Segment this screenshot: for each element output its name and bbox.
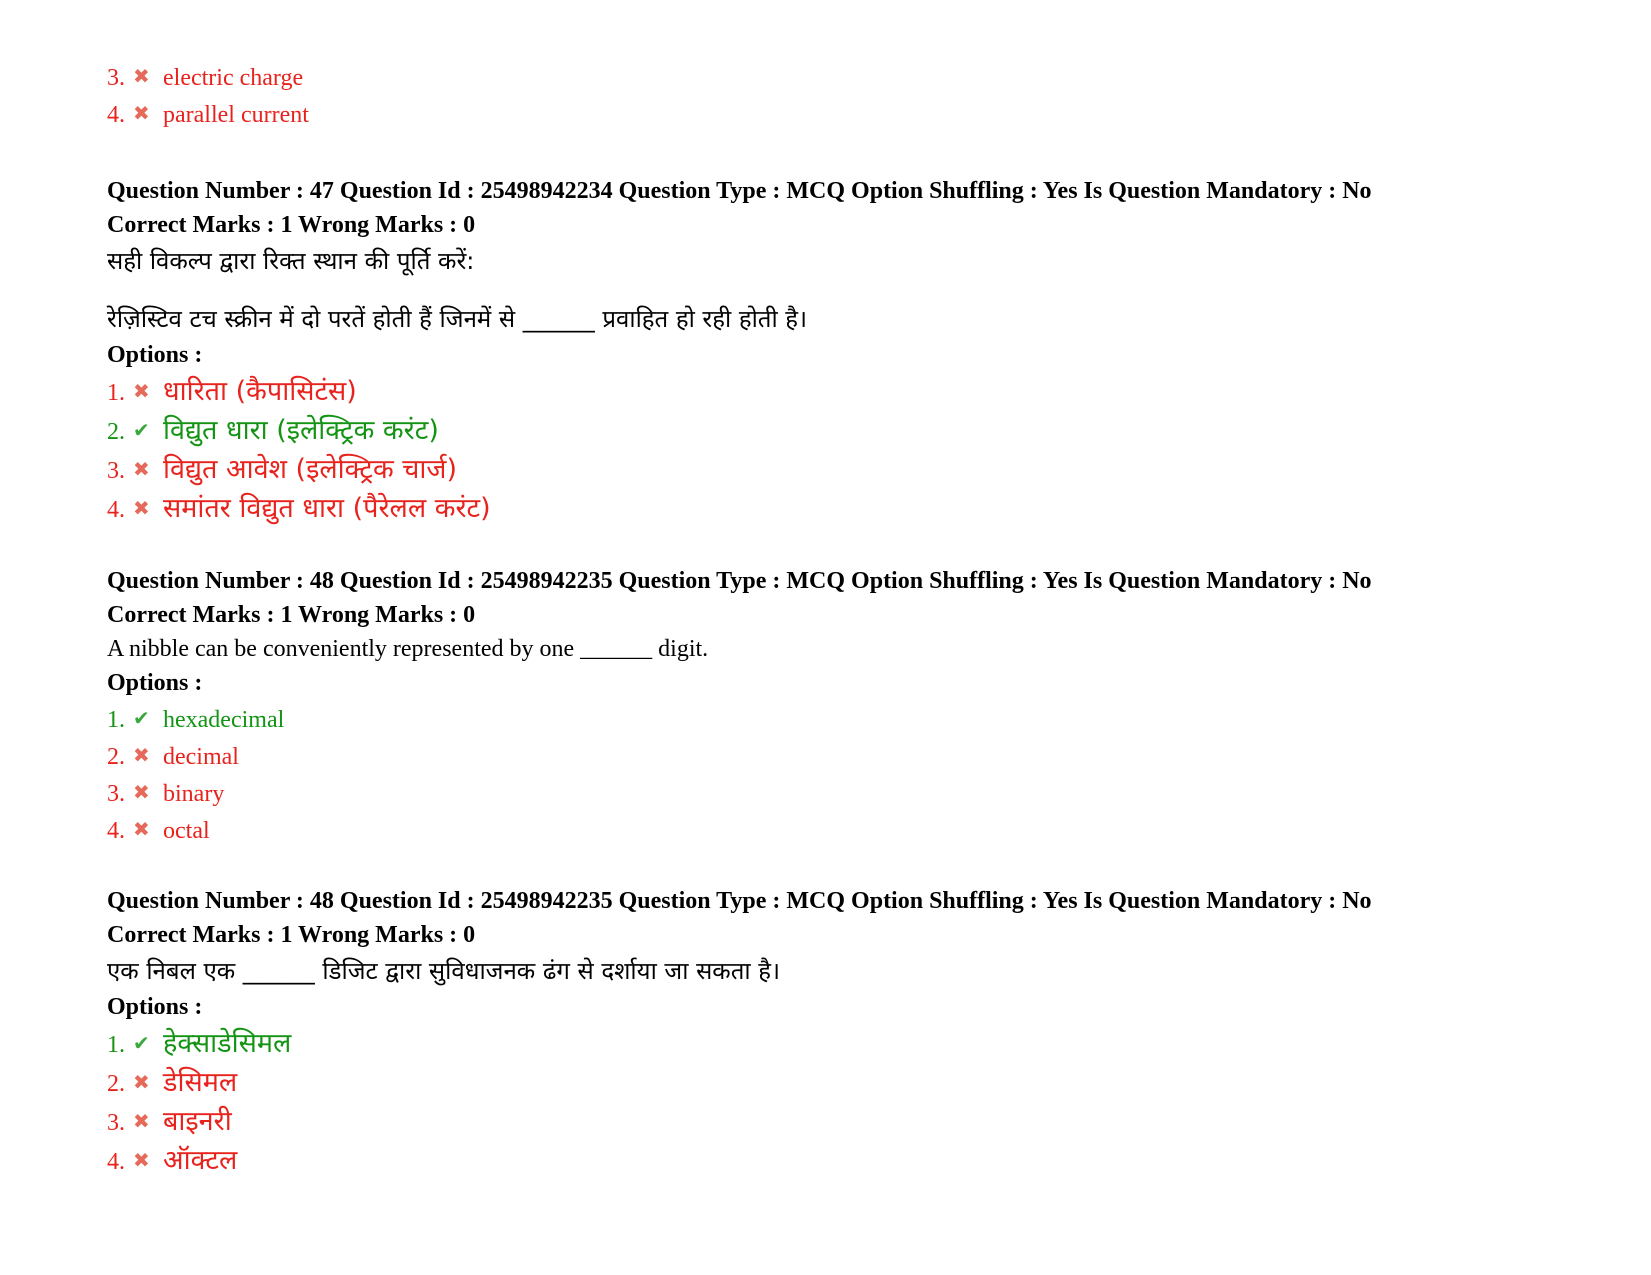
question-text: A nibble can be conveniently represented by one ______ digit. <box>107 636 709 662</box>
question-text: सही विकल्प द्वारा रिक्त स्थान की पूर्ति करें: <box>107 247 475 275</box>
check-icon: ✔ <box>133 706 150 730</box>
option-row <box>107 450 1607 489</box>
option-text: धारिता (कैपासिटंस) <box>163 376 357 407</box>
option-number: 3. <box>107 1110 125 1136</box>
option-text: electric charge <box>163 65 304 91</box>
option-text: बाइनरी <box>163 1106 232 1137</box>
wrong-icon: ✖ <box>133 1148 150 1172</box>
option-row <box>107 1102 1607 1141</box>
question-meta: Question Number : 48 Question Id : 25498942235 Question Type : MCQ Option Shuffling : Yes Is Question Mandatory : No <box>107 888 1372 914</box>
options-label: Options : <box>107 670 203 696</box>
wrong-icon: ✖ <box>133 457 150 481</box>
option-text: hexadecimal <box>163 707 285 733</box>
question-text: रेज़िस्टिव टच स्क्रीन में दो परतें होती हैं जिनमें से ______ प्रवाहित हो रही होती है। <box>107 305 808 333</box>
option-text: डेसिमल <box>163 1067 238 1098</box>
option-number: 3. <box>107 65 125 91</box>
options-label: Options : <box>107 994 203 1020</box>
check-icon: ✔ <box>133 418 150 442</box>
option-row <box>107 489 1607 528</box>
option-row <box>107 700 1607 737</box>
question-block-47 <box>107 174 1607 528</box>
option-row <box>107 58 1607 95</box>
question-meta: Question Number : 47 Question Id : 25498942234 Question Type : MCQ Option Shuffling : Yes Is Question Mandatory : No <box>107 178 1372 204</box>
option-number: 4. <box>107 102 125 128</box>
wrong-icon: ✖ <box>133 743 150 767</box>
option-text: binary <box>163 781 225 807</box>
option-row <box>107 811 1607 848</box>
document-page <box>107 58 1607 1180</box>
marks-meta: Correct Marks : 1 Wrong Marks : 0 <box>107 212 476 238</box>
option-number: 3. <box>107 781 125 807</box>
option-row <box>107 95 1607 132</box>
option-row <box>107 737 1607 774</box>
check-icon: ✔ <box>133 1031 150 1055</box>
option-row <box>107 411 1607 450</box>
option-text: octal <box>163 818 210 844</box>
wrong-icon: ✖ <box>133 379 150 403</box>
option-number: 4. <box>107 1149 125 1175</box>
option-number: 2. <box>107 1071 125 1097</box>
wrong-icon: ✖ <box>133 64 150 88</box>
option-number: 1. <box>107 707 125 733</box>
wrong-icon: ✖ <box>133 101 150 125</box>
option-text: विद्युत धारा (इलेक्ट्रिक करंट) <box>163 415 439 446</box>
option-row <box>107 1024 1607 1063</box>
option-number: 3. <box>107 458 125 484</box>
option-row <box>107 1141 1607 1180</box>
question-meta: Question Number : 48 Question Id : 25498942235 Question Type : MCQ Option Shuffling : Yes Is Question Mandatory : No <box>107 568 1372 594</box>
option-number: 4. <box>107 818 125 844</box>
wrong-icon: ✖ <box>133 1070 150 1094</box>
marks-meta: Correct Marks : 1 Wrong Marks : 0 <box>107 602 476 628</box>
question-text: एक निबल एक ______ डिजिट द्वारा सुविधाजनक ढंग से दर्शाया जा सकता है। <box>107 957 781 985</box>
option-number: 1. <box>107 380 125 406</box>
previous-question-options <box>107 58 1607 132</box>
option-row <box>107 372 1607 411</box>
option-text: parallel current <box>163 102 309 128</box>
options-label: Options : <box>107 342 203 368</box>
option-text: हेक्साडेसिमल <box>163 1028 292 1059</box>
option-number: 2. <box>107 419 125 445</box>
option-row <box>107 774 1607 811</box>
option-text: विद्युत आवेश (इलेक्ट्रिक चार्ज) <box>163 454 457 485</box>
question-block-48-en <box>107 564 1607 848</box>
wrong-icon: ✖ <box>133 496 150 520</box>
option-number: 1. <box>107 1032 125 1058</box>
option-number: 4. <box>107 497 125 523</box>
wrong-icon: ✖ <box>133 780 150 804</box>
option-text: समांतर विद्युत धारा (पैरेलल करंट) <box>163 493 491 524</box>
wrong-icon: ✖ <box>133 1109 150 1133</box>
marks-meta: Correct Marks : 1 Wrong Marks : 0 <box>107 922 476 948</box>
option-text: decimal <box>163 744 239 770</box>
wrong-icon: ✖ <box>133 817 150 841</box>
option-number: 2. <box>107 744 125 770</box>
question-block-48-hi <box>107 884 1607 1180</box>
option-text: ऑक्टल <box>163 1145 238 1176</box>
option-row <box>107 1063 1607 1102</box>
